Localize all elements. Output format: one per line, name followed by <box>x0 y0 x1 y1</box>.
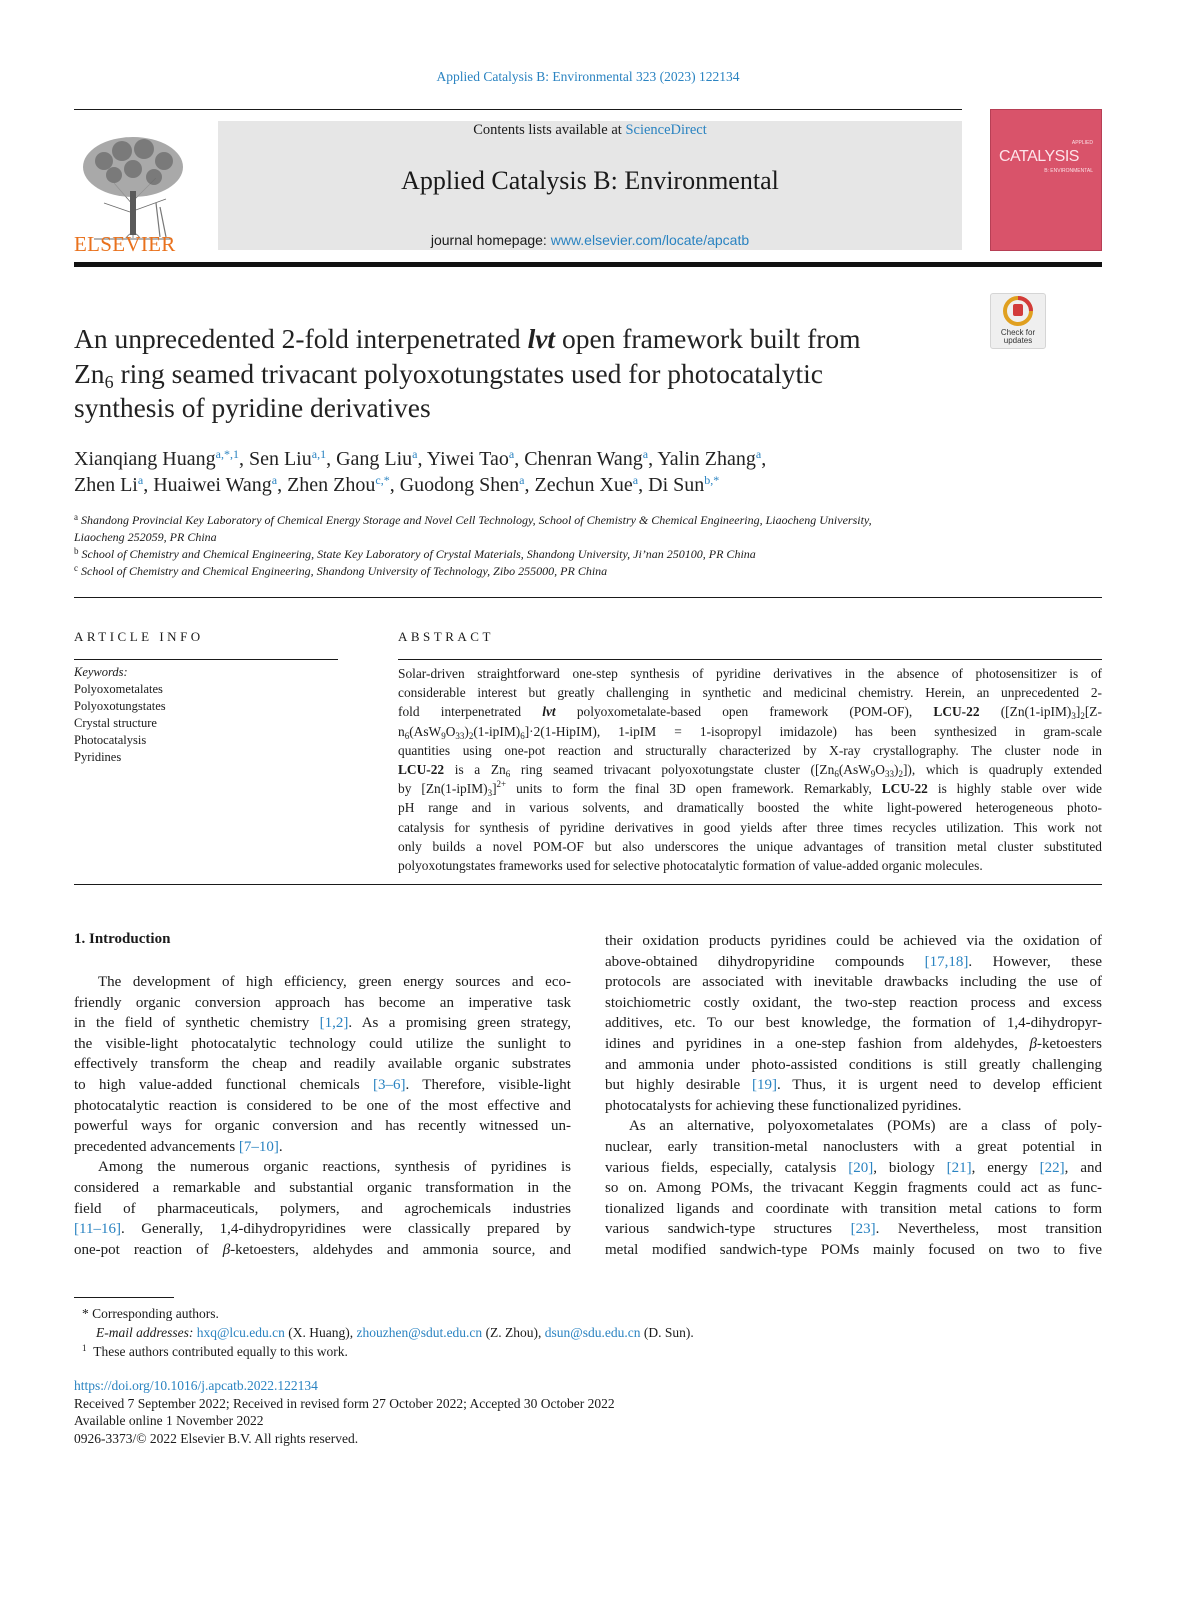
abstract-heading: ABSTRACT <box>398 629 494 644</box>
author-name[interactable]: Xianqiang Huang <box>74 448 216 470</box>
citation-link[interactable]: [21] <box>946 1159 972 1176</box>
header-top-rule <box>74 109 962 110</box>
cover-small-top: APPLIED <box>1071 140 1093 146</box>
keywords-list: Keywords: Polyoxometalates Polyoxotungstates Crystal structure Photocatalysis Pyridines <box>74 665 166 764</box>
abstract-bottom-rule <box>74 884 1102 885</box>
keyword: Photocatalysis <box>74 733 147 747</box>
citation-link[interactable]: [20] <box>848 1159 874 1176</box>
email-note: E-mail addresses: hxq@lcu.edu.cn (X. Huang), zhouzhen@sdut.edu.cn (Z. Zhou), dsun@sdu.edu.cn (D. Sun). <box>96 1325 694 1340</box>
top-citation[interactable]: Applied Catalysis B: Environmental 323 (2023) 122134 <box>436 69 740 84</box>
citation-link[interactable]: [3–6] <box>373 1076 406 1093</box>
available-online: Available online 1 November 2022 <box>74 1413 264 1428</box>
header-thick-rule <box>74 262 1102 267</box>
author-name[interactable]: Zhen Li <box>74 474 138 496</box>
email-link[interactable]: hxq@lcu.edu.cn <box>196 1325 285 1340</box>
citation-link[interactable]: [1,2] <box>319 1015 349 1032</box>
received-dates: Received 7 September 2022; Received in revised form 27 October 2022; Accepted 30 October 2022 <box>74 1395 615 1411</box>
author-name[interactable]: Yalin Zhang <box>657 448 756 470</box>
keyword: Crystal structure <box>74 716 157 730</box>
keyword: Polyoxotungstates <box>74 699 166 713</box>
author-name[interactable]: Sen Liu <box>248 448 312 470</box>
keyword: Polyoxometalates <box>74 682 163 696</box>
contents-line: Contents lists available at ScienceDirect <box>473 122 707 138</box>
author-name[interactable]: Gang Liu <box>336 448 413 470</box>
corresponding-note: * Corresponding authors. <box>82 1306 219 1321</box>
section-heading-introduction: 1. Introduction <box>74 931 171 947</box>
author-name[interactable]: Huaiwei Wang <box>153 474 272 496</box>
citation-link[interactable]: [19] <box>751 1077 777 1094</box>
article-title: An unprecedented 2-fold interpenetrated lvt open framework built from $Zn_6$ ring seamed trivacant polyoxotungstates used for photocatalytic synthesis of pyridine derivatives <box>74 323 861 423</box>
equal-contribution-note: $^1$ These authors contributed equally to this work. <box>82 1343 348 1359</box>
keyword: Pyridines <box>74 750 122 764</box>
copyright: 0926-3373/© 2022 Elsevier B.V. All rights reserved. <box>74 1430 359 1446</box>
journal-name: Applied Catalysis B: Environmental <box>401 166 779 195</box>
author-name[interactable]: Di Sun <box>648 474 705 496</box>
sciencedirect-link[interactable]: ScienceDirect <box>625 122 707 138</box>
author-name[interactable]: Yiwei Tao <box>426 448 509 470</box>
cover-title: CATALYSIS <box>999 148 1079 165</box>
body-column-left: The development of high efficiency, green energy sources and eco- friendly organic conversion approach has become an imperative task in the field of synthetic chemistry [1,2]. As a promising green strategy, the visible-light photocatalytic technology could utilize the sunlight to effectively transform the cheap and readily available organic substrates to high value-added functional chemicals [3–6]. Therefore, visible-light photocatalytic reaction is considered to be one of the most effective and powerful ways for organic conversion and has recently witnessed un- precedented advancements [7–10]. Among the numerous organic reactions, synthesis of pyridines is considered a remarkable and substantial organic transformation in the field of pharmaceuticals, polymers, and agrochemicals industries [11–16]. Generally, 1,4-dihydropyridines were classically prepared by one-pot reaction of β-ketoesters, aldehydes and ammonia source, and <box>74 974 572 1258</box>
footnote-rule <box>74 1297 174 1298</box>
citation-link[interactable]: [7–10] <box>238 1138 279 1155</box>
body-column-right: their oxidation products pyridines could be achieved via the oxidation of above-obtained dihydropyridine compounds [17,18]. However, these protocols are associated with inevitable drawbacks including the use of stoichiometric costly oxidant, the two-step reaction process and excess additives, etc. To our best knowledge, the formation of 1,4-dihydropyr- idines and pyridines in a one-step fashion from aldehydes, β-ketoesters and ammonia under photo-assisted conditions is still greatly challenging but highly desirable [19]. Thus, it is urgent need to develop efficient photocatalysts for achieving these functionalized pyridines. As an alternative, polyoxometalates (POMs) are a class of poly- nuclear, early transition-metal nanoclusters with a great potential in various fields, especially, catalysis [20], biology [21], energy [22], and so on. Among POMs, the trivacant Keggin fragments could act as func- tionalized ligands and coordinate with transition metal cations to form various sandwich-type structures [23]. Nevertheless, most transition metal modified sandwich-type POMs mainly focused on two to five <box>605 933 1102 1258</box>
journal-homepage-line: journal homepage: www.elsevier.com/locate/apcatb <box>430 232 750 248</box>
email-link[interactable]: dsun@sdu.edu.cn <box>544 1325 641 1340</box>
affiliation-rule <box>74 597 1102 598</box>
abstract-rule <box>398 659 1102 660</box>
citation-link[interactable]: [17,18] <box>924 953 969 970</box>
author-name[interactable]: Zechun Xue <box>534 474 633 496</box>
check-for-updates-button[interactable]: Check for updates <box>990 293 1046 349</box>
journal-homepage-link[interactable]: www.elsevier.com/locate/apcatb <box>550 232 750 248</box>
email-link[interactable]: zhouzhen@sdut.edu.cn <box>356 1325 483 1340</box>
check-updates-icon <box>991 294 1045 328</box>
citation-link[interactable]: [22] <box>1039 1159 1065 1176</box>
publication-info <box>74 1377 615 1447</box>
author-name[interactable]: Zhen Zhou <box>287 474 376 496</box>
author-name[interactable]: Guodong Shen <box>399 474 520 496</box>
citation-link[interactable]: [11–16] <box>74 1221 121 1238</box>
citation-link[interactable]: [23] <box>850 1221 876 1238</box>
cover-small-bottom: B: ENVIRONMENTAL <box>1044 168 1093 174</box>
journal-cover-thumbnail[interactable] <box>990 109 1102 251</box>
elsevier-wordmark: ELSEVIER <box>74 232 176 256</box>
doi-link[interactable]: https://doi.org/10.1016/j.apcatb.2022.122134 <box>74 1378 318 1393</box>
abstract-text: Solar-driven straightforward one-step synthesis of pyridine derivatives in the absence of photosensitizer is of considerable interest but greatly challenging in synthetic and medicinal chemistry. Herein, an unprecedented 2- fold interpenetrated lvt polyoxometalate-based open framework (POM-OF), LCU-22 ($[Zn(1-ipIM)_3]_2[Z-$ $n_6(AsW_9O_{33})_2(1-ipIM)_6]\cdot 2(1-HipIM)$, 1-ipIM = 1-isopropyl imidazole) has been synthesized in gram-scale quantities using one-pot reaction and structurally characterized by X-ray crystallography. The cluster node in LCU-22 is a $Zn_6$ ring seamed trivacant polyoxotungstate cluster $([Zn_6(AsW_9O_{33})_2])$, which is quadruply extended by $[Zn(1-ipIM)_3]^{2+}$ units to form the final 3D open framework. Remarkably, LCU-22 is highly stable over wide pH range and in various solvents, and dramatically boosted the white light-powered heterogeneous photo- catalysis for synthesis of pyridine derivatives in good yields after three times recycles utilization. This work not only builds a novel POM-OF but also underscores the unique advantages of transition metal cluster substituted polyoxotungstates frameworks used for selective photocatalytic formation of value-added organic molecules. <box>398 666 1102 874</box>
footnotes <box>74 1304 694 1361</box>
affiliations: $^a$ Shandong Provincial Key Laboratory of Chemical Energy Storage and Novel Cell Technology, School of Chemistry & Chemical Engineering, Liaocheng University, Liaocheng 252059, PR China $^b$ School of Chemistry and Chemical Engineering, State Key Laboratory of Crystal Materials, Shandong University, Ji’nan 250100, PR China $^c$ School of Chemistry and Chemical Engineering, Shandong University of Technology, Zibo 255000, PR China <box>74 512 872 578</box>
author-name[interactable]: Chenran Wang <box>524 448 643 470</box>
author-list: Xianqiang Huang$^{a,*,1}$, Sen Liu$^{a,1}$, Gang Liu$^a$, Yiwei Tao$^a$, Chenran Wang$^a$, Yalin Zhang$^a$, Zhen Li$^a$, Huaiwei Wang$^a$, Zhen Zhou$^{c,*}$, Guodong Shen$^a$, Zechun Xue$^a$, Di Sun$^{b,*}$ <box>74 447 767 496</box>
article-info-rule <box>74 659 338 660</box>
article-info-heading: ARTICLE INFO <box>74 629 204 644</box>
